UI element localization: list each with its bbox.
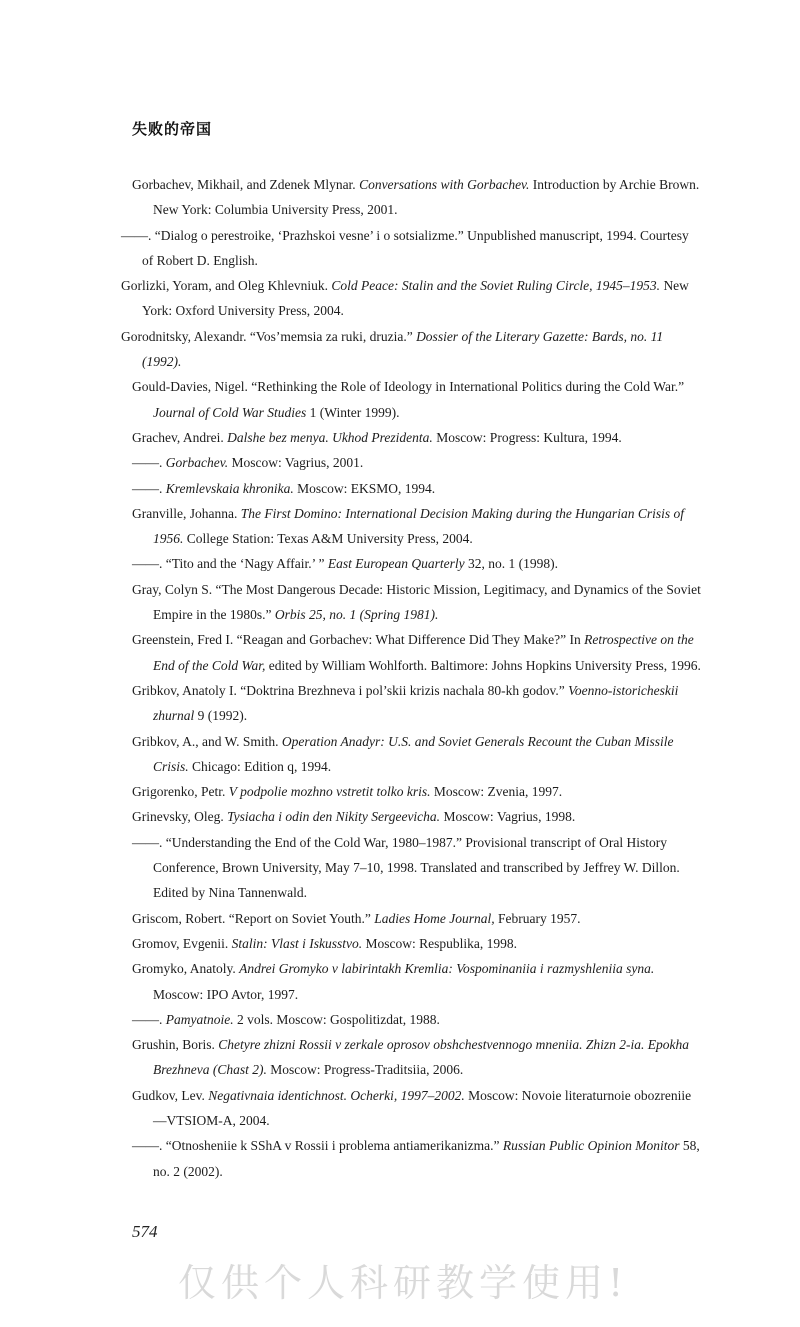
entry-ital: Pamyatnoie.: [165, 1011, 234, 1027]
bib-entry: [132, 1007, 702, 1032]
entry-ital: Retrospective on the End of the Cold War,: [153, 632, 694, 673]
bib-entry: [132, 779, 702, 804]
entry-ital: Dalshe bez menya. Ukhod Prezidenta.: [227, 429, 433, 445]
entry-post: Introduction by Archie Brown. New York: Columbia University Press, 2001.: [153, 177, 700, 218]
entry-pre: Grachev, Andrei.: [132, 429, 228, 445]
entry-pre: Gromyko, Anatoly.: [132, 961, 240, 977]
entry-post: Moscow: Progress: Kultura, 1994.: [432, 429, 622, 445]
watermark: 仅供个人科研教学使用!: [178, 1261, 629, 1305]
entry-pre: Greenstein, Fred I. “Reagan and Gorbachev: What Difference Did They Make?” In: [132, 632, 585, 648]
entry-pre: Gorbachev, Mikhail, and Zdenek Mlynar.: [132, 177, 360, 192]
entry-pre: Gribkov, A., and W. Smith.: [132, 733, 282, 749]
bib-entry: [132, 501, 702, 552]
bib-entry: [132, 804, 702, 829]
entry-ital: Tysiacha i odin den Nikity Sergeevicha.: [227, 809, 441, 825]
entry-pre: Gorodnitsky, Alexandr. “Vos’memsia za ruki, druzia.”: [121, 328, 417, 344]
entry-pre: ——.: [132, 1011, 166, 1027]
bib-entry: [132, 374, 702, 425]
entry-post: 9 (1992).: [194, 708, 248, 724]
entry-pre: ——. “Otnosheniie k SShA v Rossii i problema antiamerikanizma.”: [132, 1138, 503, 1154]
entry-ital: Kremlevskaia khronika.: [165, 480, 294, 496]
entry-ital: Negativnaia identichnost. Ocherki, 1997–2002.: [208, 1087, 465, 1103]
bib-entry: [132, 577, 702, 628]
bib-entry: [132, 172, 702, 223]
entry-post: Moscow: Progress-Traditsiia, 2006.: [266, 1062, 464, 1078]
bib-entry: [132, 830, 702, 906]
entry-pre: Gray, Colyn S. “The Most Dangerous Decade: Historic Mission, Legitimacy, and Dynamics of the Soviet Empire in the 1980s.”: [132, 581, 701, 623]
bib-entry: [132, 906, 702, 931]
entry-ital: Andrei Gromyko v labirintakh Kremlia: Vospominaniia i razmyshleniia syna.: [239, 961, 655, 977]
entry-post: 2 vols. Moscow: Gospolitizdat, 1988.: [233, 1011, 440, 1027]
entry-ital: Operation Anadyr: U.S. and Soviet Generals Recount the Cuban Missile Crisis.: [153, 733, 674, 774]
bib-entry: [132, 425, 702, 450]
entry-post: 58, no. 2 (2002).: [153, 1138, 700, 1179]
entry-pre: ——. “Dialog o perestroike, ‘Prazhskoi vesne’ i o sotsializme.” Unpublished manuscript, 1994. Courtesy of Robert D. English.: [121, 227, 689, 268]
bib-entry: [121, 273, 702, 324]
entry-pre: ——.: [132, 455, 166, 471]
entry-post: edited by William Wohlforth. Baltimore: Johns Hopkins University Press, 1996.: [265, 657, 701, 673]
entry-pre: ——. “Tito and the ‘Nagy Affair.’ ”: [132, 556, 328, 572]
bib-entry: [132, 627, 702, 678]
bib-entry: [132, 956, 702, 1007]
entry-post: Moscow: Vagrius, 1998.: [440, 809, 576, 825]
entry-ital: Gorbachev.: [165, 455, 229, 471]
entry-ital: Ladies Home Journal,: [374, 910, 495, 926]
entry-pre: Gudkov, Lev.: [132, 1087, 209, 1103]
entry-pre: Grushin, Boris.: [132, 1037, 219, 1053]
bib-entry: [132, 678, 702, 729]
entry-ital: The First Domino: International Decision Making during the Hungarian Crisis of 1956.: [153, 505, 684, 547]
entry-ital: Chetyre zhizni Rossii v zerkale oprosov obshchestvennogo mneniia. Zhizn 2-ia. Epokha Brezhneva (Chast 2).: [153, 1037, 689, 1078]
entry-post: February 1957.: [494, 910, 581, 926]
bib-entry: [132, 729, 702, 780]
bib-entry: [132, 1032, 702, 1083]
entry-pre: Gromov, Evgenii.: [132, 935, 232, 951]
entry-ital: Conversations with Gorbachev.: [359, 177, 530, 192]
entry-pre: Griscom, Robert. “Report on Soviet Youth.”: [132, 910, 375, 926]
entry-ital: Cold Peace: Stalin and the Soviet Ruling Circle, 1945–1953.: [331, 278, 661, 294]
bib-entry: [132, 931, 702, 956]
entry-pre: Gould-Davies, Nigel. “Rethinking the Role of Ideology in International Politics during the Cold War.”: [132, 379, 685, 395]
entry-pre: Grinevsky, Oleg.: [132, 809, 228, 825]
entry-post: Chicago: Edition q, 1994.: [188, 758, 332, 774]
entry-post: 1 (Winter 1999).: [306, 404, 400, 420]
entry-ital: Orbis 25, no. 1 (Spring 1981).: [274, 607, 439, 623]
bib-entry: [132, 1133, 702, 1184]
bib-entry: [132, 450, 702, 475]
entry-ital: Stalin: Vlast i Iskusstvo.: [231, 935, 363, 951]
bibliography-list: [121, 172, 702, 1184]
entry-ital: Russian Public Opinion Monitor: [502, 1138, 680, 1154]
bib-entry: [132, 1083, 702, 1134]
entry-pre: Granville, Johanna.: [132, 505, 241, 521]
entry-ital: Dossier of the Literary Gazette: Bards, no. 11 (1992).: [142, 328, 664, 370]
entry-ital: V podpolie mozhno vstretit tolko kris.: [228, 784, 431, 800]
entry-post: Moscow: Respublika, 1998.: [362, 935, 517, 951]
entry-post: 32, no. 1 (1998).: [464, 556, 558, 572]
bib-entry: [132, 476, 702, 501]
entry-ital: East European Quarterly: [327, 556, 465, 572]
entry-post: Moscow: Zvenia, 1997.: [430, 784, 563, 800]
page-number: 574: [132, 1222, 158, 1241]
bib-entry: [121, 223, 702, 274]
entry-ital: Journal of Cold War Studies: [153, 404, 307, 420]
entry-pre: ——.: [132, 480, 166, 496]
entry-post: New York: Oxford University Press, 2004.: [142, 278, 689, 319]
running-head: 失败的帝国: [132, 120, 213, 138]
entry-post: College Station: Texas A&M University Press, 2004.: [183, 531, 473, 547]
bib-entry: [132, 551, 702, 576]
entry-pre: Grigorenko, Petr.: [132, 784, 229, 800]
entry-post: Moscow: Vagrius, 2001.: [228, 455, 364, 471]
entry-post: Moscow: EKSMO, 1994.: [293, 480, 436, 496]
entry-pre: Gorlizki, Yoram, and Oleg Khlevniuk.: [121, 278, 332, 294]
entry-ital: Voenno-istoricheskii zhurnal: [153, 682, 679, 724]
bib-entry: [121, 324, 702, 375]
entry-post: Moscow: IPO Avtor, 1997.: [153, 986, 299, 1002]
entry-post: Moscow: Novoie literaturnoie obozreniie—VTSIOM-A, 2004.: [153, 1087, 692, 1128]
entry-pre: Gribkov, Anatoly I. “Doktrina Brezhneva i pol’skii krizis nachala 80-kh godov.”: [132, 682, 569, 698]
entry-pre: ——. “Understanding the End of the Cold War, 1980–1987.” Provisional transcript of Oral History Conference, Brown University, May 7–10, 1998. Translated and transcribed by Jeffrey W. Dillon. Edited by Nina Tannenwald.: [132, 834, 680, 901]
